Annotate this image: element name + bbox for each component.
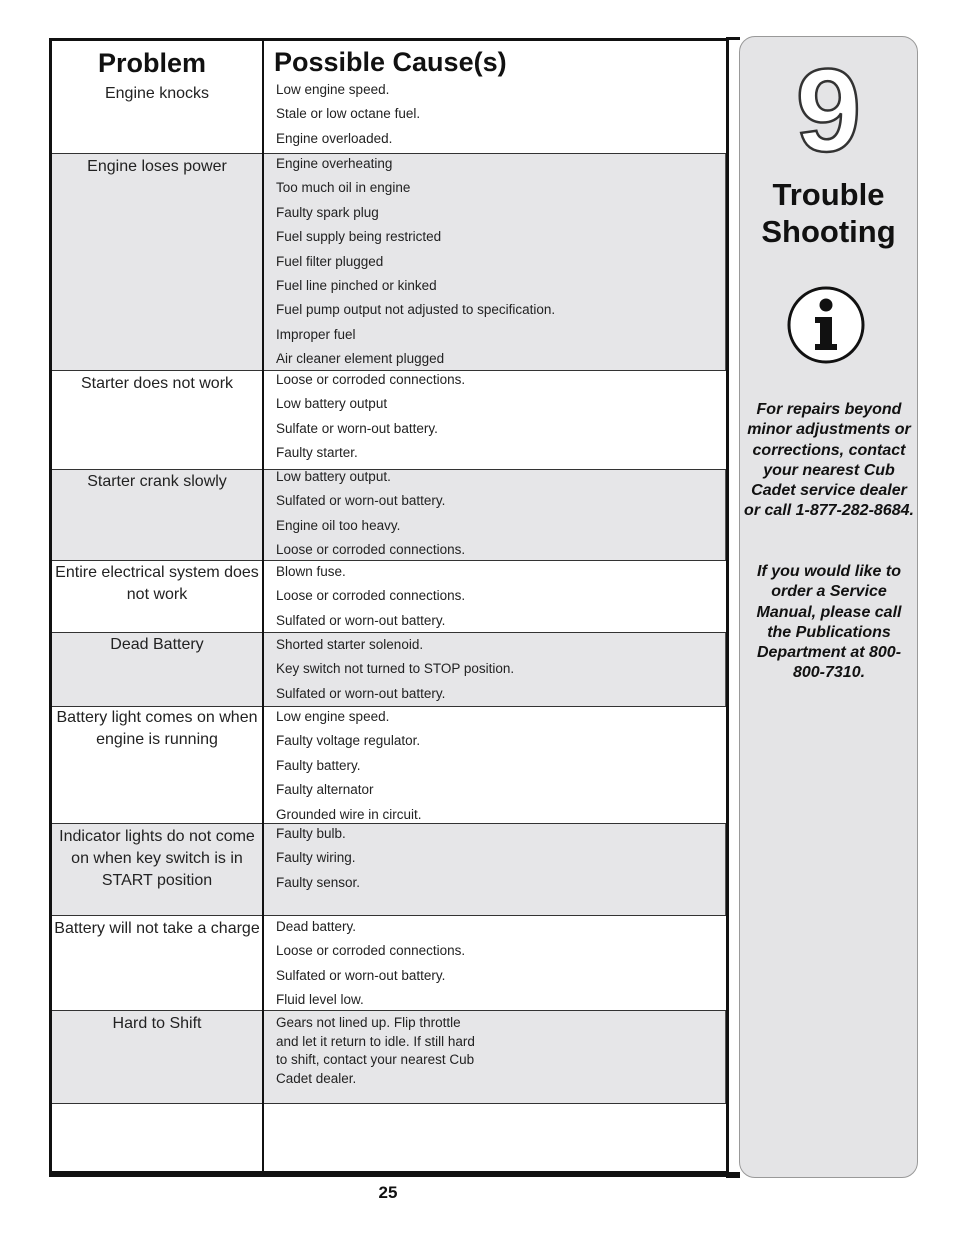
- problem-label: Battery light comes on when engine is running: [56, 709, 258, 748]
- frame-edge: [726, 37, 740, 40]
- cause-item: Engine oil too heavy.: [276, 517, 401, 533]
- cause-item: Fluid level low.: [276, 992, 364, 1008]
- chapter-title-line: Shooting: [761, 214, 896, 249]
- problem-label: Starter crank slowly: [87, 473, 227, 490]
- cause-item: Faulty battery.: [276, 757, 361, 773]
- cause-item: Sulfated or worn-out battery.: [276, 493, 446, 509]
- cause-item: Fuel supply being restricted: [276, 229, 442, 245]
- cause-item: Faulty alternator: [276, 782, 374, 798]
- cause-item: Shorted starter solenoid.: [276, 637, 424, 652]
- cause-item: Low engine speed.: [276, 709, 390, 724]
- problem-label: Battery will not take a charge: [54, 920, 260, 937]
- problem-label: Engine knocks: [104, 85, 210, 102]
- cause-item: Low battery output: [276, 396, 388, 412]
- cause-item: Dead battery.: [276, 919, 357, 934]
- cause-item: Engine overloaded.: [276, 130, 393, 146]
- service-dealer-note: For repairs beyond minor adjustments or corrections, contact your nearest Cub Cadet service dealer or call 1-877-282-8684.: [744, 401, 914, 520]
- cause-item: Improper fuel: [276, 326, 356, 342]
- column-divider: [262, 40, 264, 1171]
- table-frame: [49, 38, 729, 1177]
- cause-item: Too much oil in engine: [276, 180, 411, 196]
- cause-item: Grounded wire in circuit.: [276, 806, 422, 822]
- cause-item: Sulfated or worn-out battery.: [276, 967, 446, 983]
- cause-item: Loose or corroded connections.: [276, 372, 466, 387]
- problem-label: Dead Battery: [110, 636, 204, 653]
- cause-item: Stale or low octane fuel.: [276, 106, 421, 122]
- page-number: 25: [378, 1183, 398, 1202]
- cause-item: Sulfated or worn-out battery.: [276, 612, 446, 628]
- problem-label: Entire electrical system does not work: [55, 564, 259, 603]
- info-icon: [786, 285, 866, 370]
- problem-label: Engine loses power: [87, 158, 227, 175]
- chapter-number: 9: [795, 45, 862, 177]
- cause-item: Faulty sensor.: [276, 874, 361, 890]
- chapter-title-line: Trouble: [772, 177, 885, 212]
- problem-header: Problem: [98, 48, 207, 78]
- cause-item: Faulty starter.: [276, 445, 358, 461]
- cause-item: Engine overheating: [276, 156, 393, 171]
- problem-label: Hard to Shift: [112, 1015, 202, 1032]
- cause-item: Faulty voltage regulator.: [276, 733, 421, 749]
- cause-item: Loose or corroded connections.: [276, 588, 466, 604]
- cause-item: Faulty spark plug: [276, 204, 379, 220]
- cause-item: Low engine speed.: [276, 82, 390, 97]
- service-manual-note: If you would like to order a Service Manual, please call the Publications Department at 800-800-7310.: [756, 563, 902, 682]
- cause-item: Blown fuse.: [276, 564, 346, 579]
- cause-item: Loose or corroded connections.: [276, 943, 466, 959]
- cause-item: Sulfated or worn-out battery.: [276, 685, 446, 701]
- cause-item: Faulty bulb.: [276, 826, 346, 841]
- cause-item: Faulty wiring.: [276, 850, 356, 866]
- cause-item: Key switch not turned to STOP position.: [276, 661, 515, 677]
- cause-item: Sulfate or worn-out battery.: [276, 420, 438, 436]
- cause-item: Air cleaner element plugged: [276, 351, 445, 367]
- cause-item: Fuel filter plugged: [276, 253, 384, 269]
- cause-item: Low battery output.: [276, 469, 391, 484]
- frame-edge: [726, 1172, 740, 1178]
- cause-item: Fuel line pinched or kinked: [276, 277, 437, 293]
- cause-item: Loose or corroded connections.: [276, 542, 466, 558]
- cause-item: Fuel pump output not adjusted to specification.: [276, 302, 556, 318]
- causes-header: Possible Cause(s): [274, 47, 507, 77]
- cause-item: Gears not lined up. Flip throttle and let it return to idle. If still hard to shift, contact your nearest Cub Cadet dealer.: [276, 1015, 475, 1086]
- chapter-title: [739, 176, 918, 250]
- problem-label: Starter does not work: [80, 375, 234, 392]
- problem-label: Indicator lights do not come on when key switch is in START position: [59, 828, 255, 889]
